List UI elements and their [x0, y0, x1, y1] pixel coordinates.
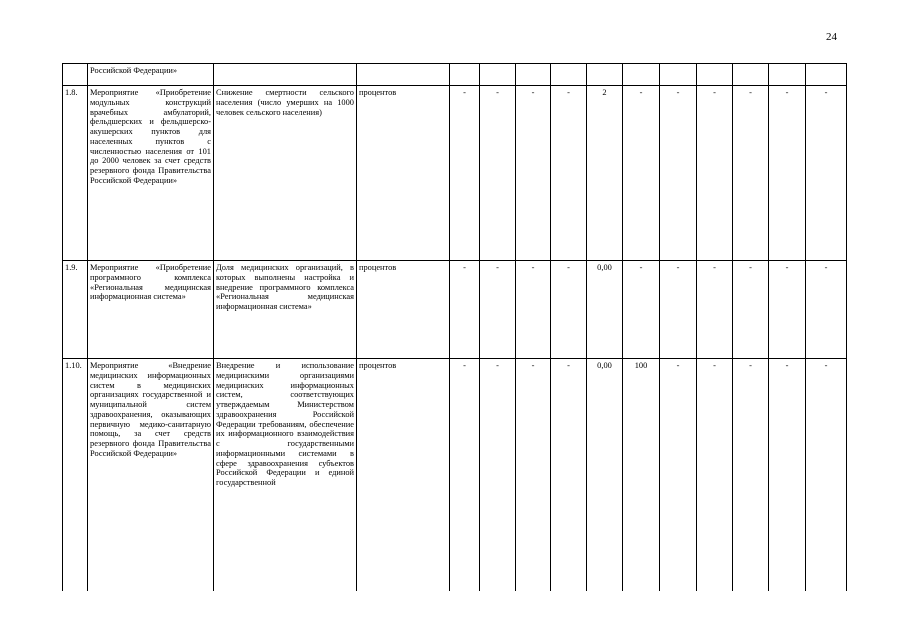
value-cell: -: [660, 261, 697, 359]
value-cell: -: [733, 261, 769, 359]
value-cell: -: [733, 86, 769, 261]
value-cell: -: [480, 359, 516, 591]
indicator-cell: Внедрение и использование медицинскими организациями медицинских информационных систем, соответствующих утверждаемым Министерством здравоохранения Российской Федерации требованиям, обеспечение их информационного взаимодействия с государственными информационными системами в сфере здравоохранения субъектов Российской Федерации и единой государственной: [214, 359, 357, 591]
unit-cell: процентов: [357, 261, 450, 359]
row-number-cell: 1.8.: [63, 86, 88, 261]
value-cell: -: [697, 261, 733, 359]
measure-name-cell: Мероприятие «Приобретение модульных конструкций врачебных амбулаторий, фельдшерских и фельдшерско-акушерских пунктов для населенных пунктов с численностью населения от 101 до 2000 человек за счет средств резервного фонда Правительства Российской Федерации»: [88, 86, 214, 261]
unit-cell: процентов: [357, 86, 450, 261]
value-cell: 2: [587, 86, 623, 261]
value-cell: -: [551, 359, 587, 591]
value-cell: -: [450, 86, 480, 261]
value-cell: [450, 64, 480, 86]
value-cell: -: [806, 261, 847, 359]
value-cell: -: [450, 261, 480, 359]
value-cell: -: [623, 86, 660, 261]
value-cell: [623, 64, 660, 86]
value-cell: -: [769, 359, 806, 591]
value-cell: -: [516, 86, 551, 261]
value-cell: -: [551, 86, 587, 261]
value-cell: -: [806, 86, 847, 261]
measure-name-cell: Мероприятие «Приобретение программного комплекса «Региональная медицинская информационная система»: [88, 261, 214, 359]
value-cell: -: [623, 261, 660, 359]
table-row: [63, 359, 847, 591]
value-cell: -: [697, 359, 733, 591]
value-cell: -: [516, 359, 551, 591]
indicator-cell: Доля медицинских организаций, в которых выполнены настройка и внедрение программного комплекса «Региональная медицинская информационная система»: [214, 261, 357, 359]
value-cell: -: [450, 359, 480, 591]
value-cell: [480, 64, 516, 86]
value-cell: [806, 64, 847, 86]
table-row: [63, 86, 847, 261]
row-number-cell: 1.10.: [63, 359, 88, 591]
value-cell: [733, 64, 769, 86]
measure-name-cell: Российской Федерации»: [88, 64, 214, 86]
value-cell: [516, 64, 551, 86]
page-number: 24: [826, 31, 837, 43]
table-row: [63, 64, 847, 86]
row-number-cell: 1.9.: [63, 261, 88, 359]
value-cell: -: [733, 359, 769, 591]
value-cell: [551, 64, 587, 86]
value-cell: 0,00: [587, 359, 623, 591]
table-row: [63, 261, 847, 359]
unit-cell: процентов: [357, 359, 450, 591]
value-cell: -: [516, 261, 551, 359]
value-cell: -: [769, 261, 806, 359]
indicator-cell: Снижение смертности сельского населения (число умерших на 1000 человек сельского населения): [214, 86, 357, 261]
indicator-cell: [214, 64, 357, 86]
value-cell: -: [551, 261, 587, 359]
value-cell: -: [806, 359, 847, 591]
value-cell: -: [697, 86, 733, 261]
measure-name-cell: Мероприятие «Внедрение медицинских информационных систем в медицинских организациях государственной и муниципальной систем здравоохранения, оказывающих первичную медико-санитарную помощь, за счет средств резервного фонда Правительства Российской Федерации»: [88, 359, 214, 591]
value-cell: [587, 64, 623, 86]
value-cell: -: [660, 86, 697, 261]
value-cell: [660, 64, 697, 86]
value-cell: -: [660, 359, 697, 591]
unit-cell: [357, 64, 450, 86]
indicators-table: [62, 63, 847, 591]
value-cell: 0,00: [587, 261, 623, 359]
value-cell: [697, 64, 733, 86]
value-cell: [769, 64, 806, 86]
value-cell: -: [480, 261, 516, 359]
value-cell: -: [769, 86, 806, 261]
row-number-cell: [63, 64, 88, 86]
value-cell: -: [480, 86, 516, 261]
value-cell: 100: [623, 359, 660, 591]
